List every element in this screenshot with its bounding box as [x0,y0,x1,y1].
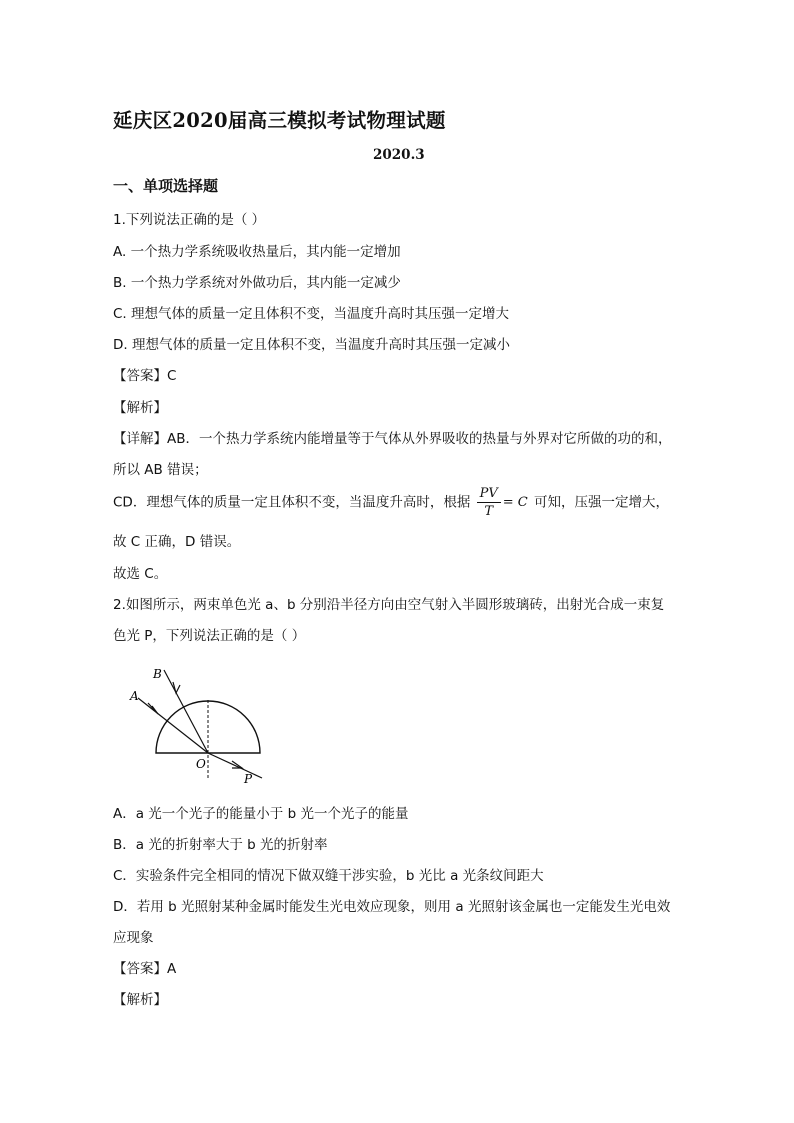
label-o: O [196,757,206,771]
q1-conclusion: 故选 C。 [113,566,168,582]
formula-numerator: PV [477,485,501,503]
q1-detail-line-4: 故 C 正确，D 错误。 [113,534,241,550]
formula-rhs: = C [502,495,528,510]
q2-option-d-line-2: 应现象 [113,930,154,946]
refraction-diagram [120,658,280,788]
q2-option-a: A．a 光一个光子的能量小于 b 光一个光子的能量 [113,806,409,822]
formula-denominator: T [484,504,494,519]
q1-option-d: D. 理想气体的质量一定且体积不变，当温度升高时其压强一定减小 [113,337,510,353]
q1-option-a: A. 一个热力学系统吸收热量后，其内能一定增加 [113,244,401,260]
ray-b [164,670,208,753]
q1-detail-line-3-after: 可知，压强一定增大， [534,494,670,511]
q1-answer: 【答案】C [113,368,177,384]
q1-option-c: C. 理想气体的质量一定且体积不变，当温度升高时其压强一定增大 [113,306,510,322]
q1-stem: 1.下列说法正确的是（ ） [113,212,266,228]
q1-detail-line-2: 所以 AB 错误； [113,462,208,478]
q1-detail-line-3 [113,485,669,520]
q2-option-c: C．实验条件完全相同的情况下做双缝干涉实验，b 光比 a 光条纹间距大 [113,868,544,884]
ray-a-arrow [148,703,158,714]
q1-analysis-label: 【解析】 [113,400,167,416]
q2-option-b: B．a 光的折射率大于 b 光的折射率 [113,837,328,853]
label-a: A [130,689,139,703]
q2-stem-line-1: 2.如图所示，两束单色光 a、b 分别沿半径方向由空气射入半圆形玻璃砖，出射光合成一束复 [113,597,665,613]
ideal-gas-formula [477,485,528,520]
ray-a [138,698,208,753]
label-b: B [153,667,162,681]
q1-detail-line-1: 【详解】AB．一个热力学系统内能增量等于气体从外界吸收的热量与外界对它所做的功的和， [113,431,672,447]
q2-stem-line-2: 色光 P，下列说法正确的是（ ） [113,628,306,644]
q2-option-d-line-1: D．若用 b 光照射某种金属时能发生光电效应现象，则用 a 光照射该金属也一定能发生光电效 [113,899,671,915]
exam-date: 2020.3 [373,147,425,163]
q1-option-b: B. 一个热力学系统对外做功后，其内能一定减少 [113,275,401,291]
q2-answer: 【答案】A [113,961,177,977]
q1-detail-line-3-before: CD．理想气体的质量一定且体积不变，当温度升高时，根据 [113,494,471,511]
q2-analysis-label: 【解析】 [113,992,167,1008]
section-heading: 一、单项选择题 [113,177,219,195]
page-title: 延庆区2020届高三模拟考试物理试题 [113,109,446,132]
label-p: P [244,772,253,786]
ray-p [208,753,262,778]
ray-b-arrow [173,682,180,693]
